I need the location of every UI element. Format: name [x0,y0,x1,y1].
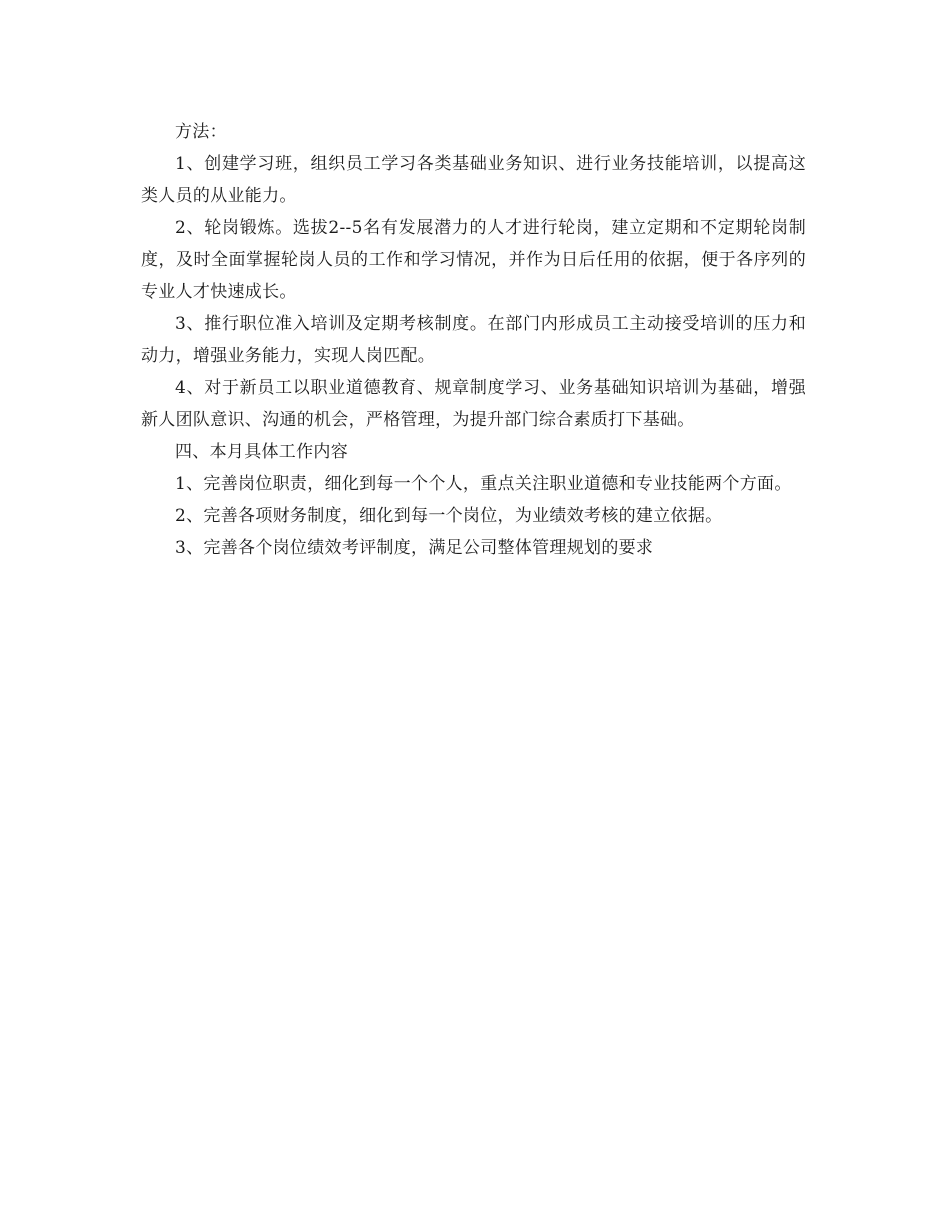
paragraph-item-2: 2、轮岗锻炼。选拔2--5名有发展潜力的人才进行轮岗，建立定期和不定期轮岗制度，及时全面掌握轮岗人员的工作和学习情况，并作为日后任用的依据，便于各序列的专业人才快速成长。 [141,218,806,302]
paragraph-item-1: 1、创建学习班，组织员工学习各类基础业务知识、进行业务技能培训，以提高这类人员的从业能力。 [141,154,806,206]
paragraph-item-4: 4、对于新员工以职业道德教育、规章制度学习、业务基础知识培训为基础，增强新人团队意识、沟通的机会，严格管理，为提升部门综合素质打下基础。 [141,378,806,430]
paragraph-work-item-2: 2、完善各项财务制度，细化到每一个岗位，为业绩效考核的建立依据。 [175,506,723,526]
paragraph-item-3: 3、推行职位准入培训及定期考核制度。在部门内形成员工主动接受培训的压力和动力，增强业务能力，实现人岗匹配。 [141,314,806,366]
document-body [141,116,806,564]
paragraph-method-heading: 方法： [175,122,227,142]
paragraph-work-item-1: 1、完善岗位职责，细化到每一个个人，重点关注职业道德和专业技能两个方面。 [175,474,792,494]
paragraph-work-item-3: 3、完善各个岗位绩效考评制度，满足公司整体管理规划的要求 [175,538,654,558]
section-heading-monthly-work: 四、本月具体工作内容 [175,442,348,462]
